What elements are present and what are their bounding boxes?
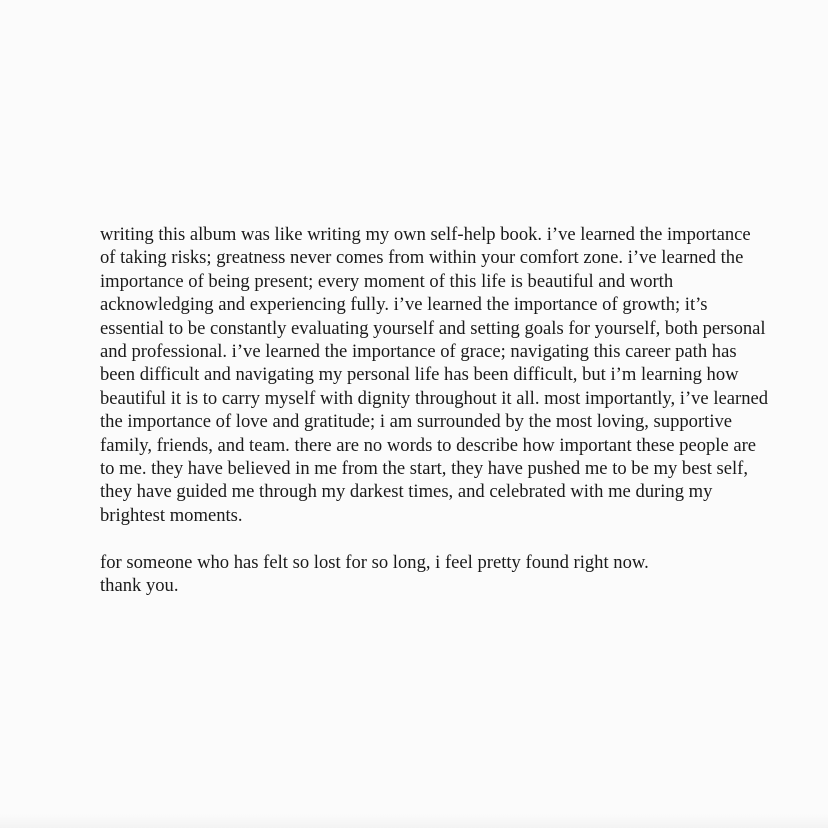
text-line: writing this album was like writing my own self-help book. i’ve learned the importance bbox=[100, 224, 751, 245]
text-line: beautiful it is to carry myself with dignity throughout it all. most importantly, i’ve learned bbox=[100, 387, 769, 409]
text-line: acknowledging and experiencing fully. i’ve learned the importance of growth; it’s bbox=[100, 294, 708, 316]
text-line: thank you. bbox=[100, 575, 179, 597]
text-line: the importance of love and gratitude; i am surrounded by the most loving, supportive bbox=[100, 411, 733, 433]
note-text bbox=[100, 223, 800, 597]
text-line: of taking risks; greatness never comes from within your comfort zone. i’ve learned the bbox=[100, 247, 744, 269]
text-line: been difficult and navigating my personal life has been difficult, but i’m learning how bbox=[100, 364, 739, 386]
paragraph-2 bbox=[100, 551, 800, 598]
text-line: they have guided me through my darkest times, and celebrated with me during my bbox=[100, 481, 713, 503]
text-line: to me. they have believed in me from the start, they have pushed me to be my best self, bbox=[100, 458, 749, 480]
text-line: essential to be constantly evaluating yourself and setting goals for yourself, both personal bbox=[100, 317, 766, 339]
text-line: for someone who has felt so lost for so long, i feel pretty found right now. bbox=[100, 551, 649, 573]
paragraph-gap bbox=[100, 527, 800, 550]
text-line: and professional. i’ve learned the importance of grace; navigating this career path has bbox=[100, 341, 737, 363]
text-line: importance of being present; every moment of this life is beautiful and worth bbox=[100, 270, 674, 292]
text-line: brightest moments. bbox=[100, 504, 243, 526]
text-line: family, friends, and team. there are no words to describe how important these people are bbox=[100, 434, 757, 456]
bottom-shadow bbox=[0, 814, 828, 828]
paragraph-1 bbox=[100, 223, 800, 527]
